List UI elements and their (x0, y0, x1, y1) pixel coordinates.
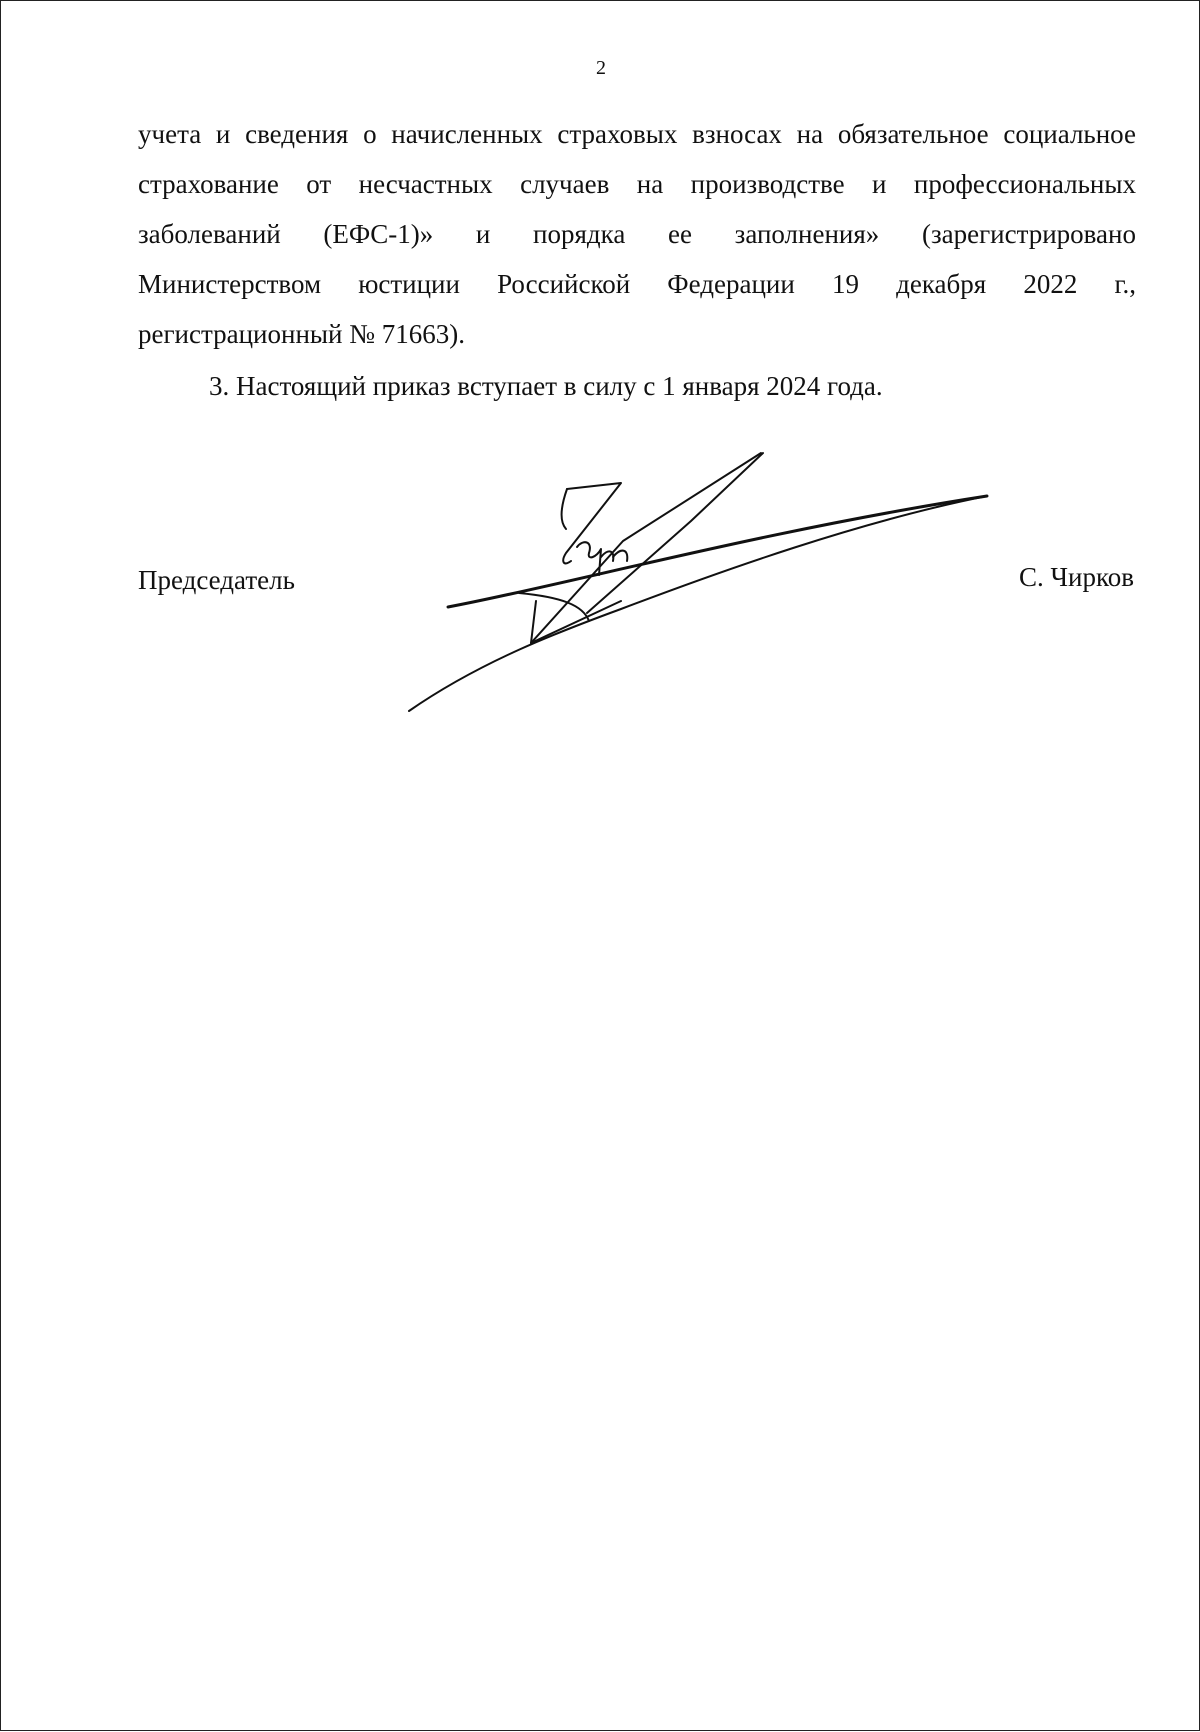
page-number: 2 (596, 57, 606, 79)
signatory-name: С. Чирков (1018, 562, 1134, 592)
body-line: Министерством юстиции Российской Федерации 19 декабря 2022 г., (138, 269, 1136, 299)
body-text (138, 109, 1136, 359)
body-line: заболеваний (ЕФС-1)» и порядка ее заполнения» (зарегистрировано (138, 219, 1136, 249)
signatory-title: Председатель (138, 565, 295, 595)
body-line: регистрационный № 71663). (138, 319, 465, 349)
body-line: страхование от несчастных случаев на производстве и профессиональных (138, 169, 1136, 199)
body-line: учета и сведения о начисленных страховых взносах на обязательное социальное (138, 119, 1136, 149)
paragraph-3: 3. Настоящий приказ вступает в силу с 1 января 2024 года. (209, 371, 883, 401)
